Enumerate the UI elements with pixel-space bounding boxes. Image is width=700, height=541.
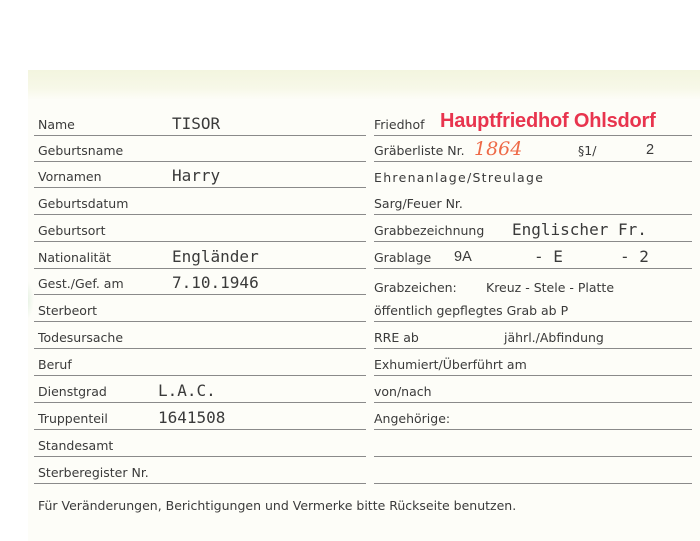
todesursache-label: Todesursache (38, 330, 124, 345)
paragraph-label: §1/ (578, 143, 597, 158)
grave-record-card (28, 70, 700, 541)
name-value: TISOR (172, 114, 221, 133)
grabbezeichnung-label: Grabbezeichnung (374, 223, 485, 238)
row-friedhof (374, 110, 692, 136)
friedhof-stamp: Hauptfriedhof Ohlsdorf (440, 110, 656, 132)
beruf-label: Beruf (38, 357, 72, 372)
row-beruf (34, 354, 366, 376)
row-sterbeort (34, 300, 366, 322)
row-geburtsdatum (34, 193, 366, 215)
vornamen-value: Harry (172, 166, 221, 185)
gestorben-value: 7.10.1946 (172, 273, 259, 292)
row-todesursache (34, 327, 366, 349)
grablage-nr: - 2 (620, 247, 649, 266)
dienstgrad-value: L.A.C. (158, 381, 216, 400)
row-exhumiert (374, 354, 692, 376)
row-nationalitaet (34, 247, 366, 269)
name-label: Name (38, 117, 75, 132)
sterbeort-label: Sterbeort (38, 303, 97, 318)
vornamen-label: Vornamen (38, 169, 102, 184)
geburtsdatum-label: Geburtsdatum (38, 196, 129, 211)
row-gestorben (34, 273, 366, 295)
row-standesamt (34, 435, 366, 457)
row-grabzeichen (374, 276, 692, 298)
row-angehoerige (374, 408, 692, 430)
grabbezeichnung-value: Englischer Fr. (512, 220, 647, 239)
ehrenanlage-label: Ehrenanlage/Streulage (374, 170, 545, 185)
row-geburtsort (34, 220, 366, 242)
grabzeichen-options: Kreuz - Stele - Platte (486, 280, 615, 295)
truppenteil-value: 1641508 (158, 408, 226, 427)
top-shading (28, 70, 700, 100)
nationalitaet-value: Engländer (172, 247, 259, 266)
vonnach-label: von/nach (374, 384, 432, 399)
graeberliste-value: 1864 (474, 138, 523, 160)
grablage-feld: 9A (454, 249, 472, 265)
geburtsname-label: Geburtsname (38, 143, 124, 158)
grablage-label: Grablage (374, 250, 432, 265)
row-dienstgrad (34, 381, 366, 403)
row-grablage (374, 247, 692, 269)
row-graeberliste (374, 140, 692, 162)
row-name (34, 114, 366, 136)
row-rre (374, 327, 692, 349)
grabzeichen-label: Grabzeichen: (374, 280, 457, 295)
row-ehrenanlage (374, 166, 692, 188)
row-blank-2 (374, 462, 692, 484)
row-vornamen (34, 166, 366, 188)
nationalitaet-label: Nationalität (38, 250, 112, 265)
rre-label: RRE ab (374, 330, 419, 345)
paragraph-value: 2 (646, 142, 655, 158)
row-grabbezeichnung (374, 220, 692, 242)
angehoerige-label: Angehörige: (374, 411, 451, 426)
exhumiert-label: Exhumiert/Überführt am (374, 357, 527, 372)
grablage-reihe: - E (534, 247, 563, 266)
gestorben-label: Gest./Gef. am (38, 276, 124, 291)
row-vonnach (374, 381, 692, 403)
abfindung-label: jährl./Abfindung (504, 330, 604, 345)
friedhof-label: Friedhof (374, 117, 425, 132)
truppenteil-label: Truppenteil (38, 411, 108, 426)
footer-note: Für Veränderungen, Berichtigungen und Vermerke bitte Rückseite benutzen. (38, 498, 517, 513)
row-blank-1 (374, 435, 692, 457)
row-gepflegt (374, 300, 692, 322)
row-sarg (374, 193, 692, 215)
row-truppenteil (34, 408, 366, 430)
row-sterberegister (34, 462, 366, 484)
dienstgrad-label: Dienstgrad (38, 384, 107, 399)
row-geburtsname (34, 140, 366, 162)
sterberegister-label: Sterberegister Nr. (38, 465, 149, 480)
sarg-label: Sarg/Feuer Nr. (374, 196, 463, 211)
standesamt-label: Standesamt (38, 438, 114, 453)
graeberliste-label: Gräberliste Nr. (374, 143, 465, 158)
gepflegt-label: öffentlich gepflegtes Grab ab P (374, 303, 569, 318)
geburtsort-label: Geburtsort (38, 223, 106, 238)
